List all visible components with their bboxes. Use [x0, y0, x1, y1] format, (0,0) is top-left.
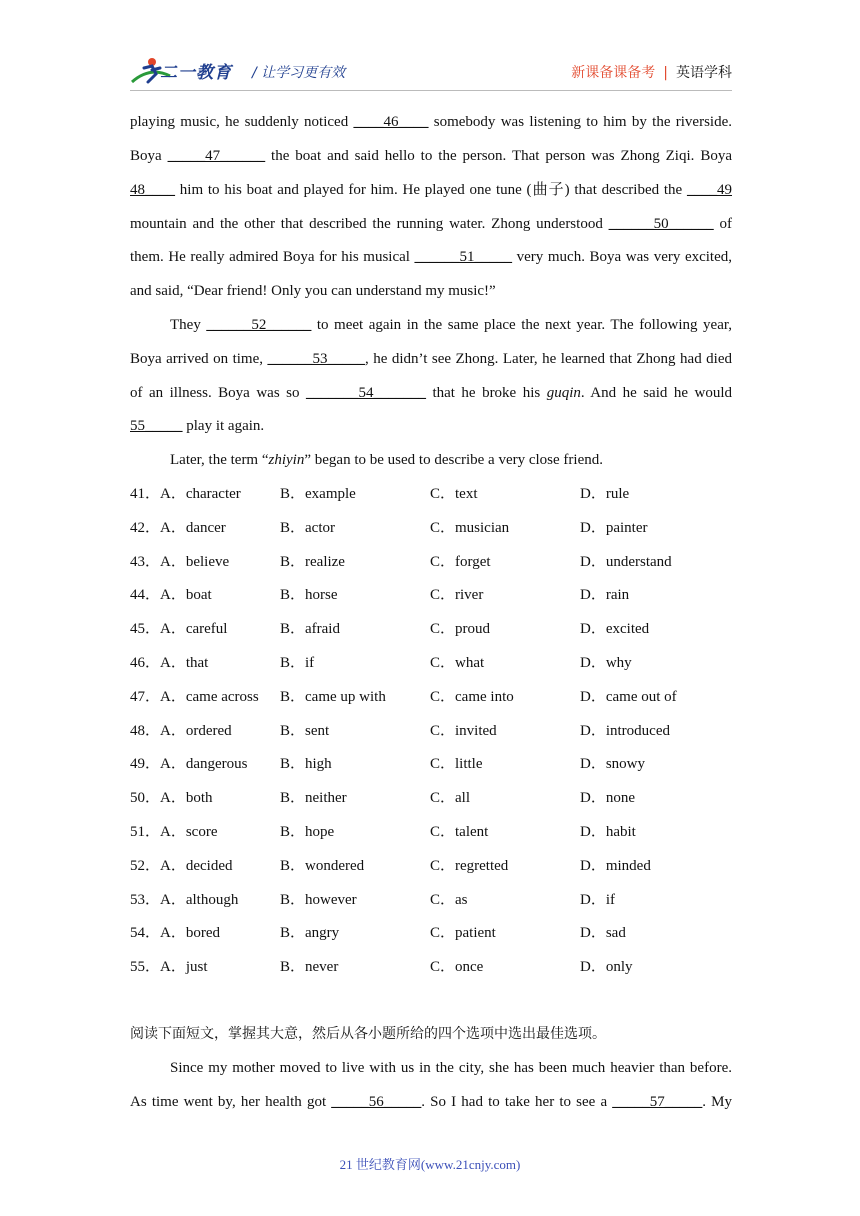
- passage-line: of an illness. Boya was so _______54_______ that he broke his guqin. And he said he would: [130, 385, 732, 401]
- blank-53: ______53_____: [267, 351, 365, 367]
- passage-line: They ______52______ to meet again in the same place the next year. The following year,: [170, 317, 732, 333]
- blank-52: ______52______: [206, 317, 312, 333]
- blank-46: ____46____: [353, 114, 429, 130]
- passage-line: Boya _____47______ the boat and said hello to the person. That person was Zhong Ziqi. Boya: [130, 148, 732, 164]
- blank-51: ______51_____: [414, 249, 513, 265]
- passage-line: Since my mother moved to live with us in the city, she has been much heavier than before.: [170, 1060, 732, 1076]
- passage-line: Later, the term “zhiyin” began to be used to describe a very close friend.: [170, 452, 603, 468]
- page-header: [130, 54, 732, 90]
- passage-line: them. He really admired Boya for his musical ______51_____ very much. Boya was very excited,: [130, 249, 732, 265]
- page-footer: 21 世纪教育网(www.21cnjy.com): [339, 1157, 521, 1172]
- blank-47: _____47______: [167, 148, 266, 164]
- blank-50: ______50______: [608, 216, 714, 232]
- blank-57: _____57_____: [612, 1094, 703, 1110]
- blank-56: _____56_____: [331, 1094, 422, 1110]
- passage-line: 48____ him to his boat and played for him. He played one tune (曲子) that described the ____49: [130, 182, 732, 198]
- logo-text: 二一教育: [160, 63, 232, 83]
- blank-48: 48____: [130, 182, 175, 198]
- passage-line: 55_____ play it again.: [130, 418, 265, 434]
- header-slogan: / 让学习更有效: [252, 65, 346, 81]
- header-divider: [130, 90, 732, 91]
- passage-line: As time went by, her health got _____56_____. So I had to take her to see a _____57_____. My: [130, 1094, 732, 1110]
- header-subject: 新课备课备考 | 英语学科: [571, 65, 732, 81]
- blank-49: ____49: [687, 182, 732, 198]
- reading-instruction: 阅读下面短文，掌握其大意，然后从各小题所给的四个选项中选出最佳选项。: [130, 1026, 606, 1042]
- blank-55: 55_____: [130, 418, 183, 434]
- passage-line: playing music, he suddenly noticed ____46____ somebody was listening to him by the riverside.: [130, 114, 732, 130]
- blank-54: _______54_______: [305, 385, 426, 401]
- passage-line: Boya arrived on time, ______53_____, he didn’t see Zhong. Later, he learned that Zhong had died: [130, 351, 732, 367]
- passage-line: and said, “Dear friend! Only you can understand my music!”: [130, 283, 496, 299]
- passage-line: mountain and the other that described the running water. Zhong understood ______50______ of: [130, 216, 732, 232]
